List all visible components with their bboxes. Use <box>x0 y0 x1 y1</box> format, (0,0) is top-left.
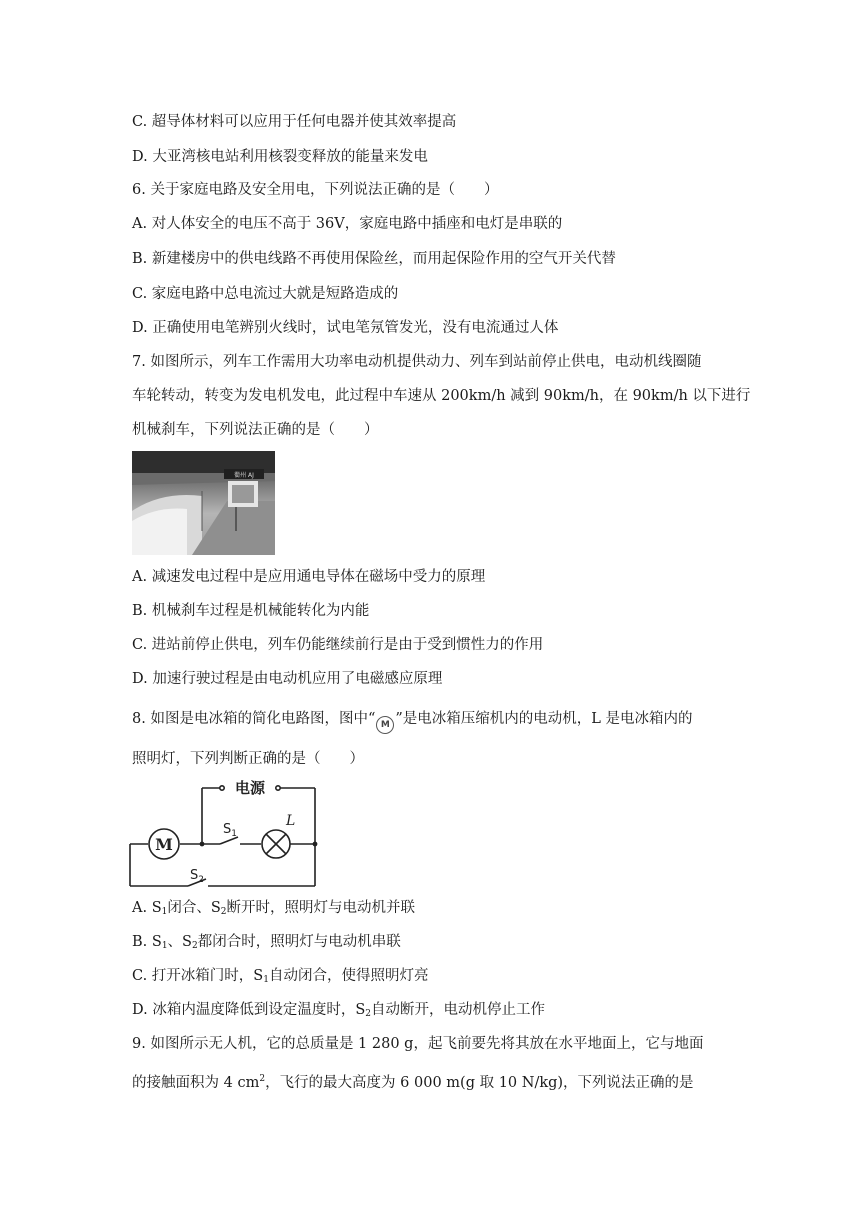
q7-option-c: C. 进站前停止供电，列车仍能继续前行是由于受到惯性力的作用 <box>132 637 544 653</box>
question-6: 6. 关于家庭电路及安全用电，下列说法正确的是（ ） <box>132 182 499 198</box>
question-8-line1 <box>132 709 693 734</box>
question-7-line3: 机械刹车，下列说法正确的是（ ） <box>132 422 379 438</box>
question-9-line2: 的接触面积为 4 $cm^2$，飞行的最大高度为 6 000 m(g 取 10 N/kg)，下列说法正确的是 <box>132 1074 694 1091</box>
refrigerator-circuit-diagram <box>128 773 328 893</box>
question-7-line1: 7. 如图所示，列车工作需用大功率电动机提供动力、列车到站前停止供电，电动机线圈随 <box>132 354 702 370</box>
s1-sub: 1 <box>231 829 237 839</box>
motor-icon: M <box>376 716 394 734</box>
option-d-prev: D. 大亚湾核电站利用核裂变释放的能量来发电 <box>132 149 428 165</box>
q8-text-pre: 8. 如图是电冰箱的简化电路图，图中“ <box>132 711 376 727</box>
q7-option-d: D. 加速行驶过程是由电动机应用了电磁感应原理 <box>132 671 443 687</box>
svg-text:S2 <box>190 868 204 885</box>
s1-label: S <box>223 822 232 837</box>
q6-option-a: A. 对人体安全的电压不高于 36V，家庭电路中插座和电灯是串联的 <box>132 216 563 232</box>
train-station-photo <box>132 451 275 555</box>
s2-label: S <box>190 868 199 883</box>
s2-sub: 2 <box>198 875 204 885</box>
q8-option-a: A. $S_1$闭合、$S_2$断开时，照明灯与电动机并联 <box>132 900 416 917</box>
q8-option-c: C. 打开冰箱门时，$S_1$自动闭合，使得照明灯亮 <box>132 968 429 985</box>
question-8-line2: 照明灯，下列判断正确的是（ ） <box>132 751 364 767</box>
question-7-line2: 车轮转动，转变为发电机发电，此过程中车速从 200km/h 减到 90km/h，在 90km/h 以下进行 <box>132 388 751 404</box>
q8-option-d: D. 冰箱内温度降低到设定温度时，$S_2$自动断开，电动机停止工作 <box>132 1002 545 1019</box>
q8-text-post: ”是电冰箱压缩机内的电动机，L 是电冰箱内的 <box>395 711 693 727</box>
q7-option-b: B. 机械刹车过程是机械能转化为内能 <box>132 603 370 619</box>
power-source-label: 电源 <box>234 779 266 797</box>
option-c-prev: C. 超导体材料可以应用于任何电器并使其效率提高 <box>132 114 457 130</box>
q7-option-a: A. 减速发电过程中是应用通电导体在磁场中受力的原理 <box>132 569 486 585</box>
motor-label: M <box>155 835 173 854</box>
svg-text:S1 <box>223 822 237 839</box>
q6-option-b: B. 新建楼房中的供电线路不再使用保险丝，而用起保险作用的空气开关代替 <box>132 251 616 267</box>
photo-sign-text: 衢州 AJ <box>234 472 254 479</box>
question-9-line1: 9. 如图所示无人机，它的总质量是 1 280 g，起飞前要先将其放在水平地面上，它与地面 <box>132 1036 704 1052</box>
q6-option-c: C. 家庭电路中总电流过大就是短路造成的 <box>132 286 399 302</box>
lamp-label: L <box>286 813 296 829</box>
q6-option-d: D. 正确使用电笔辨别火线时，试电笔氖管发光，没有电流通过人体 <box>132 320 559 336</box>
q8-option-b: B. $S_1$、$S_2$都闭合时，照明灯与电动机串联 <box>132 934 401 951</box>
